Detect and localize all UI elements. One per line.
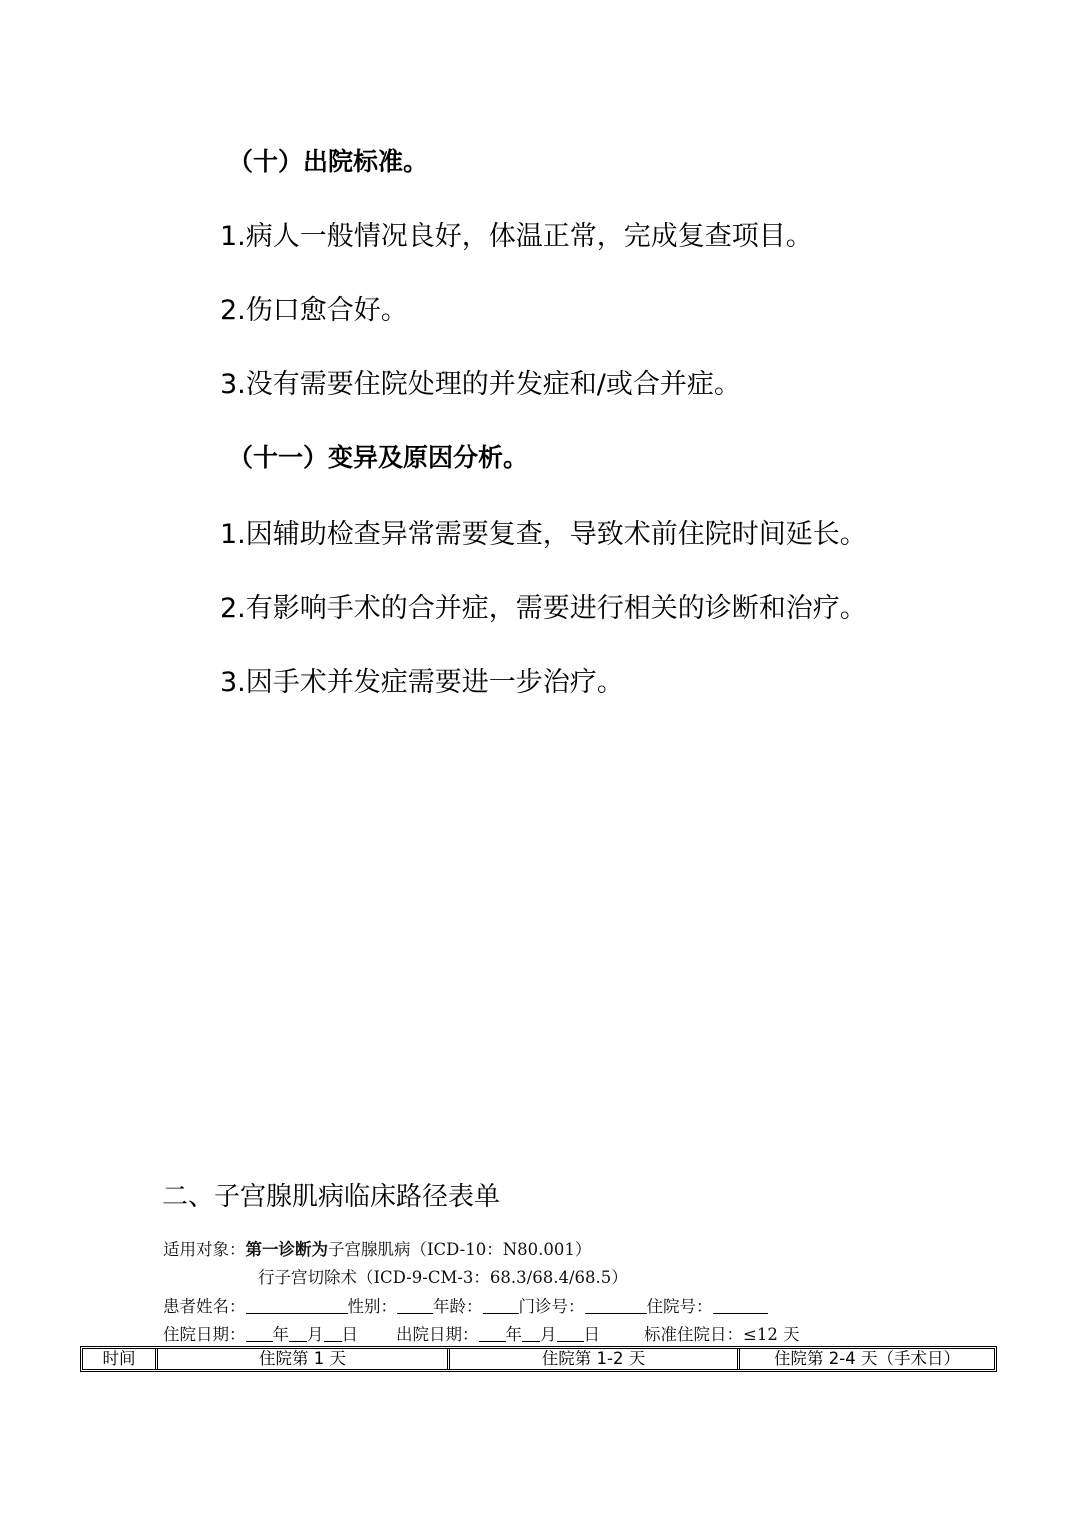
table-header-day-1: 住院第 1 天: [155, 1349, 447, 1369]
admit-year-unit: 年: [272, 1325, 289, 1344]
applicable-line: [163, 1236, 591, 1260]
admit-month-unit: 月: [307, 1325, 324, 1344]
section-11-item-2: 2.有影响手术的合并症，需要进行相关的诊断和治疗。: [220, 593, 867, 624]
discharge-day-field[interactable]: [557, 1326, 584, 1342]
admit-date-label: 住院日期：: [163, 1325, 246, 1344]
discharge-date-label: 出院日期：: [396, 1325, 479, 1344]
section-10-item-1: 1.病人一般情况良好，体温正常，完成复查项目。: [220, 221, 813, 252]
applicable-label: 适用对象：: [163, 1240, 246, 1259]
inpatient-no-label: 住院号：: [646, 1297, 713, 1316]
section-10-heading: （十）出院标准。: [228, 147, 429, 176]
age-field[interactable]: [483, 1298, 519, 1314]
sex-field[interactable]: [397, 1298, 433, 1314]
discharge-year-unit: 年: [505, 1325, 522, 1344]
discharge-month-field[interactable]: [522, 1326, 540, 1342]
table-header-time: 时间: [102, 1349, 136, 1368]
applicable-bold: 第一诊断为: [245, 1240, 328, 1259]
procedure-line: 行子宫切除术（ICD-9-CM-3：68.3/68.4/68.5）: [258, 1268, 628, 1287]
section-10-item-2: 2.伤口愈合好。: [220, 295, 408, 326]
inpatient-no-field[interactable]: [713, 1298, 768, 1314]
sex-label: 性别：: [347, 1297, 397, 1316]
age-label: 年龄：: [433, 1297, 483, 1316]
table-header-row: [83, 1349, 994, 1369]
patient-info-line: [163, 1293, 768, 1317]
table-header-day-2-4: 住院第 2-4 天（手术日）: [737, 1349, 994, 1369]
table-header-day-1-2: 住院第 1-2 天: [447, 1349, 737, 1369]
admit-day-field[interactable]: [324, 1326, 342, 1342]
discharge-day-unit: 日: [583, 1325, 600, 1344]
admit-day-unit: 日: [341, 1325, 358, 1344]
admit-month-field[interactable]: [289, 1326, 307, 1342]
applicable-diagnosis: 子宫腺肌病（ICD-10：N80.001）: [328, 1240, 592, 1259]
admit-year-field[interactable]: [246, 1326, 273, 1342]
standard-stay: 标准住院日：≤12 天: [644, 1325, 800, 1344]
discharge-year-field[interactable]: [479, 1326, 506, 1342]
patient-name-label: 患者姓名：: [163, 1297, 246, 1316]
discharge-month-unit: 月: [540, 1325, 557, 1344]
form-title: 二、子宫腺肌病临床路径表单: [162, 1182, 501, 1212]
outpatient-no-field[interactable]: [585, 1298, 647, 1314]
section-10-item-3: 3.没有需要住院处理的并发症和/或合并症。: [220, 369, 741, 400]
section-11-item-1: 1.因辅助检查异常需要复查，导致术前住院时间延长。: [220, 519, 867, 550]
outpatient-no-label: 门诊号：: [518, 1297, 585, 1316]
patient-name-field[interactable]: [246, 1298, 348, 1314]
dates-line: [163, 1321, 800, 1345]
section-11-heading: （十一）变异及原因分析。: [228, 443, 529, 472]
section-11-item-3: 3.因手术并发症需要进一步治疗。: [220, 667, 624, 698]
pathway-table: [80, 1346, 997, 1372]
